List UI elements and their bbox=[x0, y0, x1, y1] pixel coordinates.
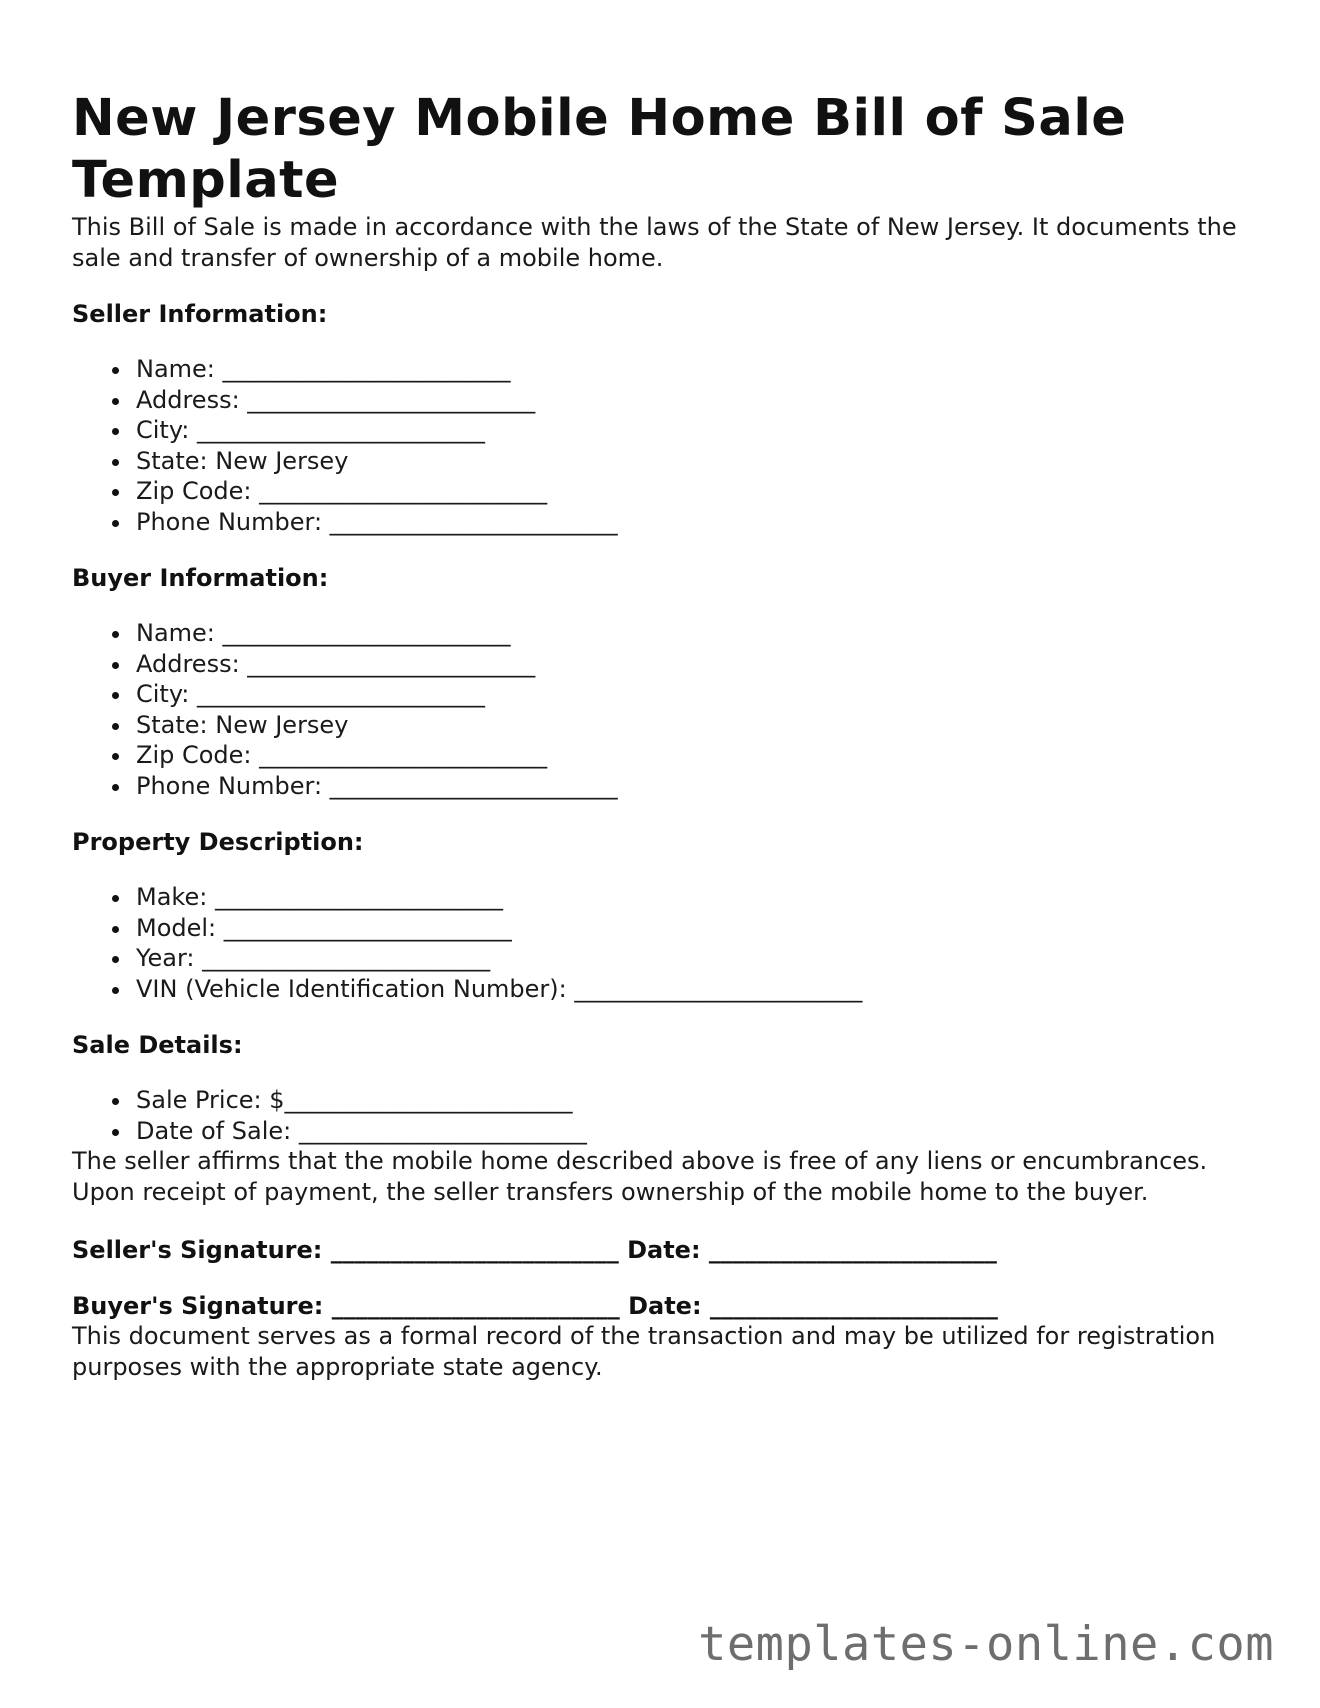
closing-paragraph: This document serves as a formal record of the transaction and may be utilized for registration purposes with the appropriate state agency. bbox=[72, 1322, 1216, 1381]
property-description-heading: Property Description: bbox=[72, 828, 364, 856]
seller-state-field: State: New Jersey bbox=[136, 446, 1252, 477]
seller-signature-line: Seller's Signature: ________________________ Date: ________________________ bbox=[72, 1236, 997, 1264]
buyer-state-field: State: New Jersey bbox=[136, 710, 1252, 741]
document-page bbox=[72, 88, 1252, 1382]
buyer-info-heading: Buyer Information: bbox=[72, 564, 329, 592]
seller-info-list bbox=[72, 354, 1252, 537]
property-description-list bbox=[72, 882, 1252, 1004]
sale-details-list bbox=[72, 1085, 1252, 1146]
buyer-city-field: City: ________________________ bbox=[136, 679, 1252, 710]
buyer-signature-line: Buyer's Signature: ________________________ Date: ________________________ bbox=[72, 1292, 998, 1320]
sale-price-field: Sale Price: $________________________ bbox=[136, 1085, 1252, 1116]
seller-zip-field: Zip Code: ________________________ bbox=[136, 476, 1252, 507]
buyer-info-list bbox=[72, 618, 1252, 801]
seller-phone-field: Phone Number: ________________________ bbox=[136, 507, 1252, 538]
property-model-field: Model: ________________________ bbox=[136, 913, 1252, 944]
sale-date-field: Date of Sale: ________________________ bbox=[136, 1116, 1252, 1147]
seller-address-field: Address: ________________________ bbox=[136, 385, 1252, 416]
buyer-phone-field: Phone Number: ________________________ bbox=[136, 771, 1252, 802]
property-make-field: Make: ________________________ bbox=[136, 882, 1252, 913]
buyer-zip-field: Zip Code: ________________________ bbox=[136, 740, 1252, 771]
intro-paragraph: This Bill of Sale is made in accordance with the laws of the State of New Jersey. It documents the sale and transfer of ownership of a mobile home. bbox=[72, 213, 1237, 272]
property-year-field: Year: ________________________ bbox=[136, 943, 1252, 974]
seller-info-heading: Seller Information: bbox=[72, 300, 328, 328]
document-title: New Jersey Mobile Home Bill of Sale Template bbox=[72, 89, 1127, 210]
property-vin-field: VIN (Vehicle Identification Number): ________________________ bbox=[136, 974, 1252, 1005]
watermark-text: templates-online.com bbox=[698, 1617, 1274, 1672]
buyer-address-field: Address: ________________________ bbox=[136, 649, 1252, 680]
sale-details-heading: Sale Details: bbox=[72, 1031, 243, 1059]
seller-city-field: City: ________________________ bbox=[136, 415, 1252, 446]
buyer-name-field: Name: ________________________ bbox=[136, 618, 1252, 649]
affirmation-paragraph: The seller affirms that the mobile home described above is free of any liens or encumbrances. Upon receipt of payment, the seller transfers ownership of the mobile home to the buyer. bbox=[72, 1147, 1208, 1206]
seller-name-field: Name: ________________________ bbox=[136, 354, 1252, 385]
